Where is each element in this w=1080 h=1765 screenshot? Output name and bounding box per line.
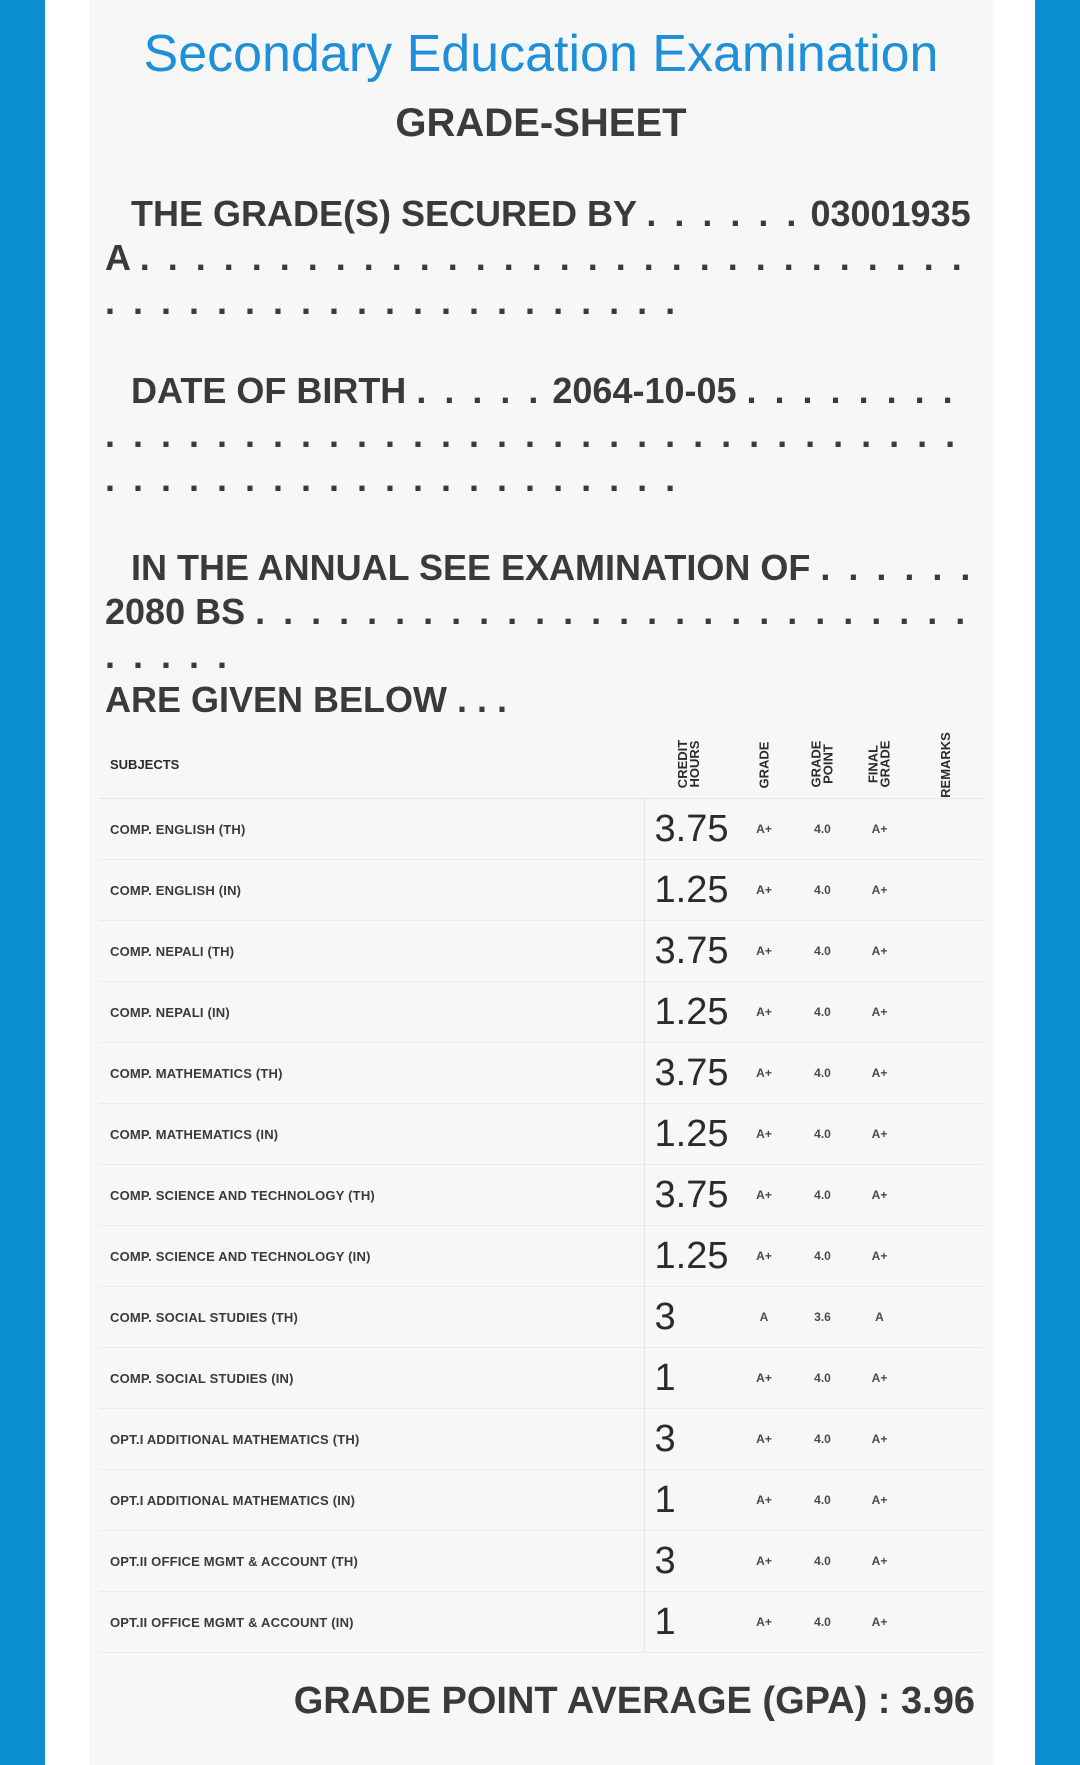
- grade-cell: A+: [734, 1592, 794, 1653]
- final-grade-cell: A+: [851, 921, 908, 982]
- final-grade-cell: A+: [851, 1043, 908, 1104]
- grade-cell: A+: [734, 1043, 794, 1104]
- grade-point-cell: 4.0: [794, 982, 851, 1043]
- remarks-cell: [908, 1043, 983, 1104]
- grade-cell: A+: [734, 1531, 794, 1592]
- grade-point-cell: 4.0: [794, 1226, 851, 1287]
- remarks-cell: [908, 1348, 983, 1409]
- grade-point-header: GRADE POINT: [794, 730, 851, 799]
- grade-point-cell: 4.0: [794, 799, 851, 860]
- final-grade-cell: A+: [851, 1348, 908, 1409]
- grade-point-cell: 4.0: [794, 1043, 851, 1104]
- final-grade-cell: A+: [851, 1470, 908, 1531]
- grade-point-cell: 4.0: [794, 1409, 851, 1470]
- dob-value: 2064-10-05: [552, 370, 737, 411]
- final-grade-cell: A+: [851, 860, 908, 921]
- subject-cell: OPT.I ADDITIONAL MATHEMATICS (IN): [99, 1470, 644, 1531]
- grade-point-cell: 4.0: [794, 1470, 851, 1531]
- remarks-header: REMARKS: [908, 730, 983, 799]
- final-grade-cell: A+: [851, 1409, 908, 1470]
- grade-cell: A+: [734, 1226, 794, 1287]
- grade-point-cell: 4.0: [794, 1165, 851, 1226]
- subject-cell: COMP. ENGLISH (IN): [99, 860, 644, 921]
- subject-cell: COMP. SOCIAL STUDIES (TH): [99, 1287, 644, 1348]
- remarks-cell: [908, 1409, 983, 1470]
- dob-label: DATE OF BIRTH: [131, 370, 407, 411]
- gpa-label: GRADE POINT AVERAGE (GPA) :: [293, 1680, 891, 1722]
- table-row: [99, 1592, 983, 1653]
- final-grade-cell: A+: [851, 799, 908, 860]
- final-grade-cell: A+: [851, 1592, 908, 1653]
- remarks-cell: [908, 860, 983, 921]
- grade-sheet: [89, 0, 993, 1765]
- credit-cell: 1: [644, 1470, 734, 1531]
- dob-line: [105, 369, 980, 501]
- table-row: [99, 1470, 983, 1531]
- remarks-cell: [908, 1226, 983, 1287]
- secured-by-line: [105, 192, 980, 324]
- grade-header: GRADE: [734, 730, 794, 799]
- remarks-cell: [908, 1165, 983, 1226]
- credit-cell: 1.25: [644, 860, 734, 921]
- grades-table: [99, 730, 983, 1653]
- grade-point-cell: 4.0: [794, 1348, 851, 1409]
- exam-lead-dots: . . . . . .: [820, 547, 975, 588]
- final-grade-cell: A+: [851, 982, 908, 1043]
- credit-cell: 1.25: [644, 1226, 734, 1287]
- final-grade-cell: A+: [851, 1531, 908, 1592]
- final-grade-cell: A: [851, 1287, 908, 1348]
- credit-hours-header: CREDIT HOURS: [644, 730, 734, 799]
- grade-cell: A+: [734, 1409, 794, 1470]
- subject-cell: COMP. SCIENCE AND TECHNOLOGY (TH): [99, 1165, 644, 1226]
- grade-point-cell: 4.0: [794, 1592, 851, 1653]
- remarks-cell: [908, 799, 983, 860]
- remarks-cell: [908, 1470, 983, 1531]
- remarks-cell: [908, 1592, 983, 1653]
- remarks-cell: [908, 982, 983, 1043]
- grade-point-cell: 4.0: [794, 921, 851, 982]
- final-grade-cell: A+: [851, 1165, 908, 1226]
- exam-year: 2080 BS: [105, 591, 246, 632]
- table-row: [99, 860, 983, 921]
- table-row: [99, 982, 983, 1043]
- grade-point-cell: 3.6: [794, 1287, 851, 1348]
- subject-cell: COMP. NEPALI (TH): [99, 921, 644, 982]
- subject-cell: COMP. NEPALI (IN): [99, 982, 644, 1043]
- secured-by-label: THE GRADE(S) SECURED BY: [131, 193, 637, 234]
- subject-cell: COMP. SOCIAL STUDIES (IN): [99, 1348, 644, 1409]
- grade-cell: A+: [734, 921, 794, 982]
- subject-cell: OPT.I ADDITIONAL MATHEMATICS (TH): [99, 1409, 644, 1470]
- table-row: [99, 1287, 983, 1348]
- gpa-line: [89, 1675, 975, 1727]
- credit-cell: 3: [644, 1287, 734, 1348]
- subject-cell: COMP. ENGLISH (TH): [99, 799, 644, 860]
- grade-point-cell: 4.0: [794, 1531, 851, 1592]
- table-row: [99, 1348, 983, 1409]
- grade-point-cell: 4.0: [794, 1104, 851, 1165]
- exam-title: Secondary Education Examination: [143, 25, 939, 83]
- grade-cell: A: [734, 1287, 794, 1348]
- subject-cell: COMP. SCIENCE AND TECHNOLOGY (IN): [99, 1226, 644, 1287]
- grade-cell: A+: [734, 860, 794, 921]
- table-row: [99, 921, 983, 982]
- dob-trail-dots: . . . . . . . . . . . . . . . . . . . . . . . . . . . . . . . . . . . . . . . . . . . . . . . . . . . . . . . . . . . .: [105, 370, 960, 499]
- table-row: [99, 1226, 983, 1287]
- credit-cell: 1.25: [644, 982, 734, 1043]
- grade-cell: A+: [734, 982, 794, 1043]
- credit-cell: 3.75: [644, 1043, 734, 1104]
- credit-cell: 3.75: [644, 921, 734, 982]
- sheet-title: GRADE-SHEET: [395, 101, 687, 145]
- credit-cell: 1.25: [644, 1104, 734, 1165]
- gpa-value: 3.96: [901, 1680, 975, 1722]
- subject-cell: COMP. MATHEMATICS (TH): [99, 1043, 644, 1104]
- remarks-cell: [908, 1104, 983, 1165]
- secured-by-lead-dots: . . . . . .: [646, 193, 801, 234]
- exam-line: [105, 546, 980, 722]
- dob-lead-dots: . . . . .: [416, 370, 543, 411]
- subject-cell: COMP. MATHEMATICS (IN): [99, 1104, 644, 1165]
- secured-by-trail-dots: . . . . . . . . . . . . . . . . . . . . . . . . . . . . . . . . . . . . . . . . . . . . . . . . . . .: [105, 237, 966, 322]
- grade-cell: A+: [734, 1165, 794, 1226]
- exam-trail-dots: . . . . . . . . . . . . . . . . . . . . . . . . . . . . . . .: [105, 591, 970, 676]
- table-row: [99, 1165, 983, 1226]
- table-row: [99, 1409, 983, 1470]
- grade-cell: A+: [734, 1348, 794, 1409]
- grade-cell: A+: [734, 799, 794, 860]
- grade-cell: A+: [734, 1470, 794, 1531]
- subject-cell: OPT.II OFFICE MGMT & ACCOUNT (IN): [99, 1592, 644, 1653]
- final-grade-cell: A+: [851, 1226, 908, 1287]
- remarks-cell: [908, 921, 983, 982]
- final-grade-cell: A+: [851, 1104, 908, 1165]
- table-row: [99, 1531, 983, 1592]
- subjects-header: SUBJECTS: [99, 730, 644, 799]
- credit-cell: 1: [644, 1592, 734, 1653]
- credit-cell: 3: [644, 1531, 734, 1592]
- subject-cell: OPT.II OFFICE MGMT & ACCOUNT (TH): [99, 1531, 644, 1592]
- table-row: [99, 1043, 983, 1104]
- table-row: [99, 1104, 983, 1165]
- table-row: [99, 799, 983, 860]
- credit-cell: 3.75: [644, 799, 734, 860]
- grade-cell: A+: [734, 1104, 794, 1165]
- grade-point-cell: 4.0: [794, 860, 851, 921]
- exam-label: IN THE ANNUAL SEE EXAMINATION OF: [131, 547, 811, 588]
- remarks-cell: [908, 1287, 983, 1348]
- credit-cell: 3.75: [644, 1165, 734, 1226]
- given-below: ARE GIVEN BELOW . . .: [105, 679, 508, 720]
- remarks-cell: [908, 1531, 983, 1592]
- credit-cell: 1: [644, 1348, 734, 1409]
- final-grade-header: FINAL GRADE: [851, 730, 908, 799]
- symbol-number: 03001935A: [105, 193, 971, 278]
- table-header-row: [99, 730, 983, 799]
- credit-cell: 3: [644, 1409, 734, 1470]
